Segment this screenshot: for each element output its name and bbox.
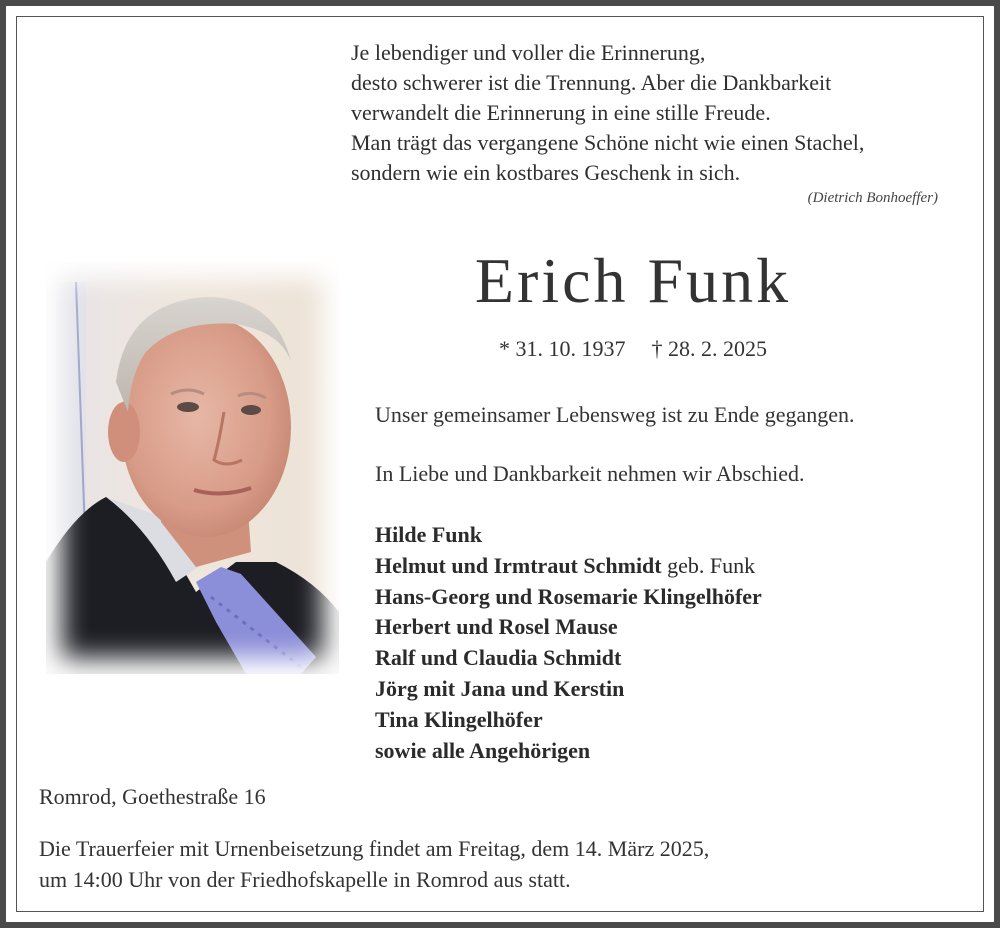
mourner-name: Jörg mit Jana und Kerstin — [375, 675, 625, 701]
message-line-1: Unser gemeinsamer Lebensweg ist zu Ende gegangen. — [375, 402, 855, 427]
portrait-photo — [46, 262, 339, 674]
mourner-row — [375, 674, 762, 705]
quote-line: verwandelt die Erinnerung in eine stille Freude. — [351, 100, 771, 125]
mourner-name: sowie alle Angehörigen — [375, 737, 591, 763]
address: Romrod, Goethestraße 16 — [39, 784, 266, 809]
mourner-row — [375, 582, 762, 613]
mourner-suffix: geb. Funk — [661, 552, 756, 578]
quote-block — [351, 38, 971, 188]
mourners-list — [375, 520, 762, 766]
ceremony-line-2: um 14:00 Uhr von der Friedhofskapelle in Romrod aus statt. — [39, 867, 571, 892]
mourner-row — [375, 643, 762, 674]
ceremony-notice — [39, 833, 709, 895]
birth-date: * 31. 10. 1937 — [499, 336, 626, 361]
mourner-name: Helmut und Irmtraut Schmidt — [375, 552, 662, 578]
quote-line: sondern wie ein kostbares Geschenk in sich. — [351, 160, 741, 185]
portrait-illustration — [46, 262, 339, 674]
mourner-name: Ralf und Claudia Schmidt — [375, 645, 622, 671]
deceased-name: Erich Funk — [474, 245, 792, 316]
mourner-row — [375, 551, 762, 582]
mourner-name: Herbert und Rosel Mause — [375, 614, 618, 640]
mourner-row — [375, 705, 762, 736]
mourner-row — [375, 520, 762, 551]
death-date: † 28. 2. 2025 — [651, 336, 767, 361]
quote-author: (Dietrich Bonhoeffer) — [807, 190, 938, 206]
mourner-name: Hilde Funk — [375, 522, 482, 547]
mourner-row — [375, 736, 762, 767]
quote-line: Je lebendiger und voller die Erinnerung, — [351, 40, 706, 65]
mourner-name: Hans-Georg und Rosemarie Klingelhöfer — [375, 583, 762, 609]
message-line-2: In Liebe und Dankbarkeit nehmen wir Abschied. — [375, 461, 805, 486]
quote-line: desto schwerer ist die Trennung. Aber die Dankbarkeit — [351, 70, 832, 95]
ceremony-line-1: Die Trauerfeier mit Urnenbeisetzung findet am Freitag, dem 14. März 2025, — [39, 836, 710, 861]
mourner-name: Tina Klingelhöfer — [375, 706, 543, 732]
mourner-row — [375, 612, 762, 643]
life-dates — [378, 336, 888, 362]
quote-line: Man trägt das vergangene Schöne nicht wie einen Stachel, — [351, 130, 865, 155]
